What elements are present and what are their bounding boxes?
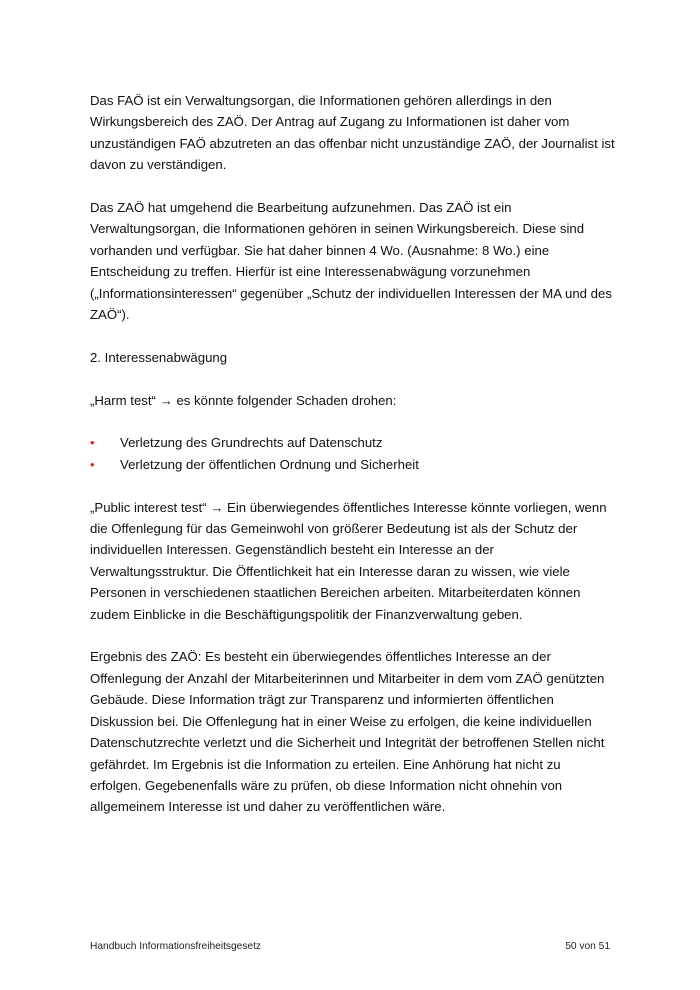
paragraph-bearbeitung: Das ZAÖ hat umgehend die Bearbeitung aufzunehmen. Das ZAÖ ist ein Verwaltungsorgan, die Informationen gehören in seinen Wirkungsbereich. Diese sind vorhanden und verfügbar. Sie hat daher binnen 4 Wo. (Ausnahme: 8 Wo.) eine Entscheidung zu treffen. Hierfür ist eine Interessenabwägung vorzunehmen („Informationsinteressen“ gegenüber „Schutz der individuellen Interessen der MA und des ZAÖ“). — [90, 200, 612, 323]
paragraph-harm-test: „Harm test“ → es könnte folgender Schaden drohen: — [90, 392, 397, 408]
list-item — [90, 432, 615, 453]
footer-title: Handbuch Informationsfreiheitsgesetz — [90, 941, 262, 952]
document-body — [90, 90, 615, 839]
harm-list — [90, 432, 615, 475]
list-item — [90, 454, 615, 475]
paragraph-public-interest-test: „Public interest test“ → Ein überwiegendes öffentliches Interesse könnte vorliegen, wenn die Offenlegung für das Gemeinwohl von größerer Bedeutung ist als der Schutz der individuellen Interessen. Gegenständlich besteht ein Interesse an der Verwaltungsstruktur. Die Öffentlichkeit hat ein Interesse daran zu wissen, wie viele Personen in verschiedenen staatlichen Bereichen arbeiten. Mitarbeiterdaten können zudem Einblicke in die Beschäftigungspolitik der Finanzverwaltung geben. — [90, 499, 607, 622]
list-item-text: Verletzung des Grundrechts auf Datenschutz — [120, 435, 383, 451]
section-heading-interessenabwaegung: 2. Interessenabwägung — [90, 349, 228, 365]
paragraph-zustaendigkeit: Das FAÖ ist ein Verwaltungsorgan, die Informationen gehören allerdings in den Wirkungsbereich des ZAÖ. Der Antrag auf Zugang zu Informationen ist daher vom unzuständigen FAÖ abzutreten an das offenbar nicht unzuständige ZAÖ, der Journalist ist davon zu verständigen. — [90, 93, 615, 173]
bullet-icon: • — [90, 456, 95, 472]
bullet-icon: • — [90, 435, 95, 451]
paragraph-ergebnis: Ergebnis des ZAÖ: Es besteht ein überwiegendes öffentliches Interesse an der Offenlegung der Anzahl der Mitarbeiterinnen und Mitarbeiter in dem vom ZAÖ genützten Gebäude. Diese Information trägt zur Transparenz und informierten öffentlichen Diskussion bei. Die Offenlegung hat in einer Weise zu erfolgen, die keine individuellen Datenschutzrechte verletzt und die Sicherheit und Integrität der betroffenen Stellen nicht gefährdet. Im Ergebnis ist die Information zu erteilen. Eine Anhörung hat nicht zu erfolgen. Gegebenenfalls wäre zu prüfen, ob diese Information nicht ohnehin von allgemeinem Interesse ist und daher zu veröffentlichen wäre. — [90, 649, 605, 815]
page-number: 50 von 51 — [565, 941, 610, 952]
list-item-text: Verletzung der öffentlichen Ordnung und Sicherheit — [120, 456, 419, 472]
